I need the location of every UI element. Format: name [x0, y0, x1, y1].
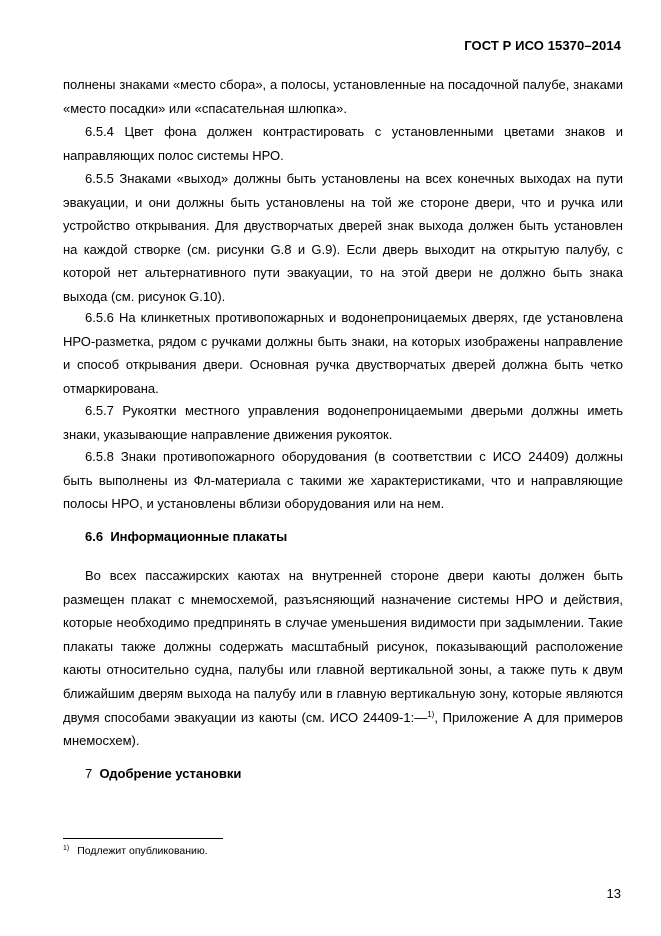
section-6-6-title: Информационные плакаты [110, 529, 288, 544]
section-7-title: Одобрение установки [99, 766, 242, 781]
section-7-number: 7 [85, 766, 93, 781]
section-6-6-number: 6.6 [85, 529, 104, 544]
paragraph-6-5-4: 6.5.4 Цвет фона должен контрастировать с установленными цветами знаков и направляющих полос системы НРО. [63, 124, 623, 163]
paragraph-6-5-5: 6.5.5 Знаками «выход» должны быть установлены на всех конечных выходах на пути эвакуации, и они должны быть установлены на той же стороне двери, что и ручка или устройство открывания. Для двустворчатых дверей знак выхода должен быть установлен на каждой створке (см. рисунки G.8 и G.9). Если дверь выходит на открытую палубу, с которой нет альтернативного пути эвакуации, то на этой двери не должно быть знака выхода (см. рисунок G.10). [63, 171, 623, 304]
paragraph-6-5-7: 6.5.7 Рукоятки местного управления водонепроницаемыми дверьми должны иметь знаки, указывающие направление движения рукояток. [63, 403, 623, 442]
footnote [63, 845, 208, 857]
section-7-heading [85, 766, 241, 781]
footnote-reference: 1) [427, 709, 435, 719]
paragraph-continuation: полнены знаками «место сбора», а полосы, установленные на посадочной палубе, знаками «место посадки» или «спасательная шлюпка». [63, 77, 623, 116]
footnote-divider [63, 838, 223, 839]
section-6-6-body-tail: , Приложение А для примеров мнемосхем). [63, 709, 623, 749]
section-6-6-heading [85, 529, 287, 544]
paragraph-6-5-8: 6.5.8 Знаки противопожарного оборудования (в соответствии с ИСО 24409) должны быть выполнены из Фл-материала с такими же характеристиками, что и направляющие полосы НРО, и установлены вблизи оборудования или на нем. [63, 449, 623, 512]
paragraph-6-5-6: 6.5.6 На клинкетных противопожарных и водонепроницаемых дверях, где установлена НРО-разметка, рядом с ручками должны быть знаки, на которых изображены направление и способ открывания двери. Основная ручка двустворчатых дверей должна быть четко отмаркирована. [63, 310, 623, 396]
section-6-6-body [63, 564, 623, 753]
page-number: 13 [606, 886, 621, 901]
section-6-6-body-text: Во всех пассажирских каютах на внутренней стороне двери каюты должен быть размещен плакат с мнемосхемой, разъясняющий назначение системы НРО и действия, которые необходимо предпринять в случае уменьшения видимости при задымлении. Такие плакаты также должны содержать масштабный рисунок, показывающий расположение каюты относительно судна, палубы или главной вертикальной зоны, а также путь к двум ближайшим дверям выхода на палубу или в главную вертикальную зону, которые являются двумя способами эвакуации из каюты (см. ИСО 24409-1:— [63, 568, 623, 725]
footnote-marker: 1) [63, 845, 70, 852]
document-header: ГОСТ Р ИСО 15370–2014 [464, 38, 621, 53]
footnote-text: Подлежит опубликованию. [77, 845, 208, 857]
